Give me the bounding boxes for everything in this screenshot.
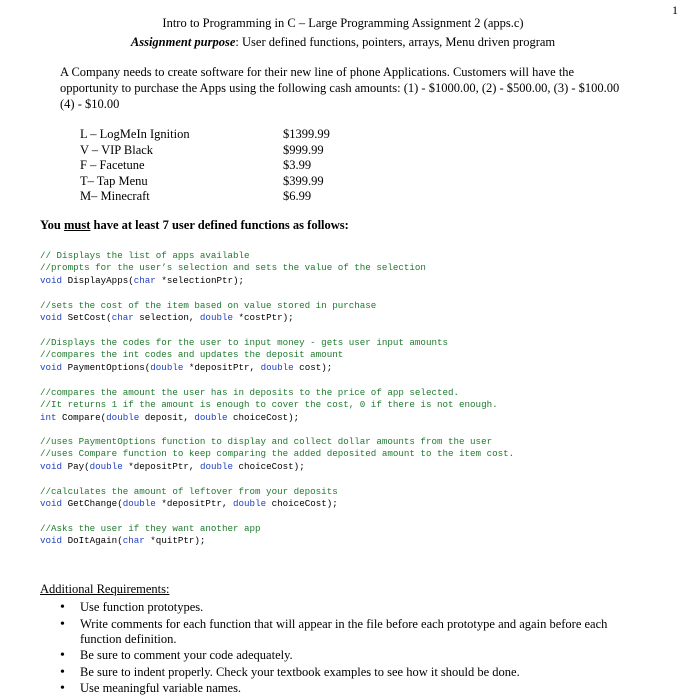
- code-keyword: double: [233, 498, 267, 510]
- code-text: deposit,: [139, 411, 195, 423]
- app-price: $3.99: [283, 158, 312, 172]
- code-block-get-change: [40, 486, 338, 511]
- code-text: *selectionPtr);: [155, 274, 245, 286]
- app-name: F – Facetune: [80, 158, 145, 172]
- code-keyword: double: [194, 411, 228, 423]
- additional-requirements-heading: Additional Requirements:: [40, 582, 170, 596]
- app-name: T– Tap Menu: [80, 173, 148, 188]
- code-text: GetChange(: [62, 498, 123, 510]
- code-keyword: double: [122, 498, 156, 510]
- code-comment: //Displays the codes for the user to input money - gets user input amounts: [40, 337, 448, 348]
- code-comment: //prompts for the user’s selection and sets the value of the selection: [40, 262, 426, 274]
- app-row: [80, 189, 330, 205]
- page-number: 1: [672, 3, 678, 17]
- code-text: choiceCost);: [266, 498, 338, 510]
- purpose-text: : User defined functions, pointers, arrays, Menu driven program: [235, 35, 556, 49]
- code-keyword: double: [150, 361, 184, 373]
- code-keyword: double: [89, 460, 123, 472]
- code-block-display-apps: [40, 250, 426, 287]
- code-block-do-it-again: [40, 523, 261, 548]
- code-comment: //compares the int codes and updates the deposit amount: [40, 349, 344, 361]
- app-price: $999.99: [283, 142, 324, 157]
- assignment-purpose: [0, 35, 686, 50]
- functions-heading: [40, 218, 349, 233]
- app-price: $6.99: [283, 189, 312, 203]
- code-text: *depositPtr,: [183, 361, 261, 373]
- app-name: M– Minecraft: [80, 189, 150, 203]
- code-block-payment-options: [40, 337, 448, 374]
- app-row: [80, 143, 330, 159]
- code-comment: //calculates the amount of leftover from your deposits: [40, 486, 338, 497]
- code-text: Pay(: [62, 460, 90, 472]
- app-price: $399.99: [283, 173, 324, 188]
- app-name: V – VIP Black: [80, 142, 154, 157]
- code-text: SetCost(: [62, 312, 112, 324]
- requirements-list: [60, 600, 640, 698]
- code-text: choiceCost);: [227, 411, 300, 423]
- app-row: [80, 174, 330, 190]
- assignment-title: Intro to Programming in C – Large Programming Assignment 2 (apps.c): [162, 16, 524, 30]
- code-keyword: void: [40, 274, 63, 286]
- code-text: *quitPtr);: [144, 535, 206, 547]
- code-block-compare: [40, 387, 498, 424]
- code-comment: //uses PaymentOptions function to display and collect dollar amounts from the user: [40, 436, 493, 447]
- code-text: *costPtr);: [233, 312, 294, 324]
- code-text: *depositPtr,: [155, 498, 234, 510]
- purpose-label: Assignment purpose: [130, 35, 236, 49]
- code-keyword: char: [122, 535, 145, 547]
- code-comment: //uses Compare function to keep comparing the added deposited amount to the item cost.: [40, 448, 515, 460]
- app-name: L – LogMeIn Ignition: [80, 127, 190, 141]
- code-text: choiceCost);: [233, 460, 305, 472]
- heading-pre: You: [40, 218, 64, 232]
- code-text: Compare(: [56, 411, 107, 423]
- list-item: • Be sure to indent properly. Check your textbook examples to see how it should be done.: [60, 665, 640, 680]
- heading-post: have at least 7 user defined functions as follows:: [90, 218, 349, 232]
- code-text: selection,: [133, 312, 200, 324]
- code-comment: //compares the amount the user has in deposits to the price of app selected.: [40, 387, 460, 398]
- code-text: DoItAgain(: [62, 535, 123, 547]
- code-comment: //It returns 1 if the amount is enough to cover the cost, 0 if there is not enough.: [40, 399, 498, 411]
- list-item: • Use meaningful variable names.: [60, 681, 640, 696]
- code-comment: //Asks the user if they want another app: [40, 523, 261, 534]
- code-keyword: char: [111, 312, 134, 324]
- code-keyword: void: [40, 460, 63, 472]
- app-price: $1399.99: [283, 127, 330, 141]
- code-block-pay: [40, 436, 514, 473]
- code-keyword: void: [40, 312, 63, 324]
- app-row: [80, 127, 330, 143]
- code-keyword: void: [40, 361, 63, 373]
- code-text: cost);: [293, 361, 333, 373]
- code-keyword: void: [40, 535, 63, 547]
- code-keyword: double: [260, 361, 294, 373]
- code-text: DisplayApps(: [62, 274, 134, 286]
- code-keyword: int: [40, 411, 57, 423]
- code-text: *depositPtr,: [122, 460, 200, 472]
- app-row: [80, 158, 330, 174]
- code-keyword: void: [40, 498, 63, 510]
- list-item: • Use function prototypes.: [60, 600, 640, 615]
- heading-must: must: [63, 218, 91, 232]
- code-keyword: double: [199, 312, 234, 324]
- intro-paragraph: A Company needs to create software for their new line of phone Applications. Customers will have the opportunity to purchase the Apps using the following cash amounts: (1) - $1000.00, (2) - $500.00, (3) - $100.00 (4) - $10.00: [60, 65, 620, 111]
- app-price-list: [80, 127, 330, 205]
- code-text: PaymentOptions(: [62, 361, 151, 373]
- code-keyword: double: [106, 411, 140, 423]
- code-keyword: char: [133, 274, 156, 286]
- list-item: • Write comments for each function that will appear in the file before each prototype and again before each function definition.: [60, 617, 640, 647]
- code-comment: //sets the cost of the item based on value stored in purchase: [40, 300, 377, 311]
- code-comment: // Displays the list of apps available: [40, 250, 250, 261]
- code-block-set-cost: [40, 300, 376, 325]
- code-keyword: double: [199, 460, 234, 472]
- list-item: • Be sure to comment your code adequately.: [60, 648, 640, 663]
